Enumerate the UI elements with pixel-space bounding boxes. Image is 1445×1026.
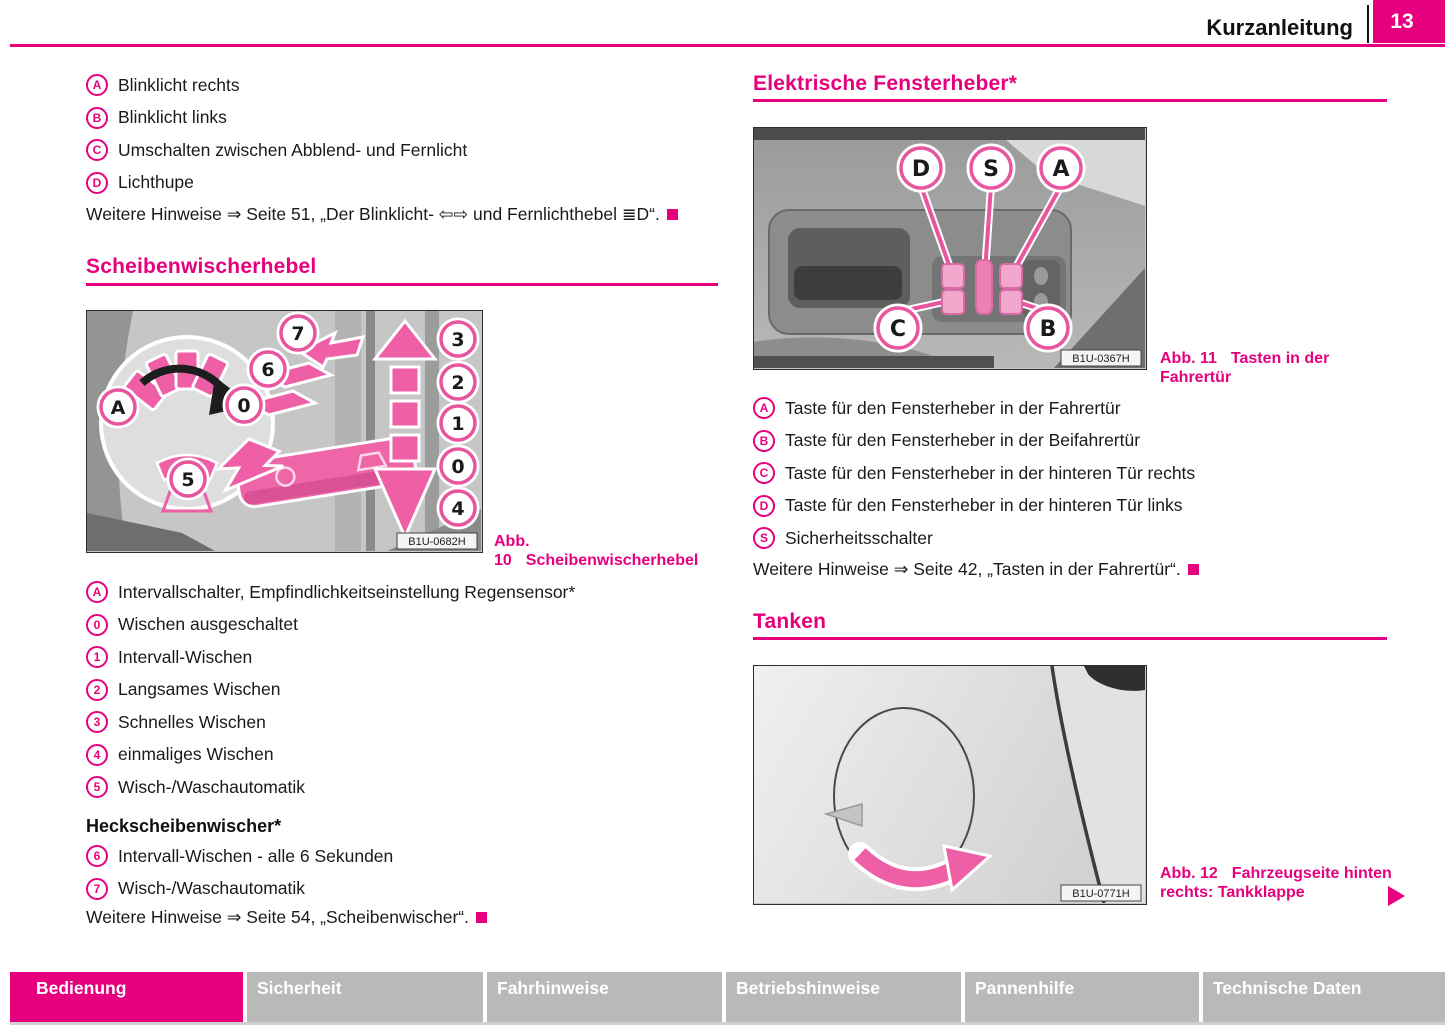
svg-text:6: 6 [261,359,275,381]
item-text: Intervallschalter, Empfindlichkeitseinstellung Regensensor* [118,581,576,602]
item-marker: A [753,397,775,419]
svg-text:C: C [889,317,907,342]
item-text: Taste für den Fensterheber in der Fahrertür [785,397,1121,418]
section-end-icon [476,912,487,923]
list-item [753,392,1393,425]
item-text: Taste für den Fensterheber in der Beifahrertür [785,430,1141,451]
section-end-icon [667,209,678,220]
figure-caption-text: Scheibenwischerhebel [525,552,699,569]
item-text: Intervall-Wischen [118,646,253,667]
svg-text:1: 1 [451,413,465,435]
figure-fuel-flap [753,665,1147,905]
list-item [753,490,1393,523]
page-continues-icon [1388,886,1405,906]
figure-caption-line1: Fahrzeugseite hinten [1231,865,1392,882]
figure-code [1061,885,1141,901]
item-marker: 5 [86,776,108,798]
section-heading-wiper: Scheibenwischerhebel [86,255,317,278]
svg-text:S: S [983,157,999,182]
svg-text:0: 0 [451,456,465,478]
door-buttons-illustration [754,128,1145,368]
blinker-note [86,204,678,225]
item-marker: 6 [86,845,108,867]
item-marker: 1 [86,646,108,668]
item-text: Schnelles Wischen [118,711,266,732]
svg-text:D: D [911,157,931,182]
list-item [86,739,718,772]
svg-text:B1U-0771H: B1U-0771H [1072,888,1130,900]
page-number: 13 [1390,9,1414,33]
page-number-box [1373,0,1445,43]
windows-note [753,559,1199,580]
item-text: Lichthupe [118,172,194,193]
figure-number: Abb. 11 [1160,350,1217,367]
list-item [753,425,1393,458]
figure-wiper-lever [86,310,483,553]
rear-wiper-heading: Heckscheibenwischer* [86,816,282,836]
item-marker: B [86,107,108,129]
heading-rule [753,637,1387,640]
footer-tab-pannenhilfe: Pannenhilfe [965,972,1199,1022]
svg-text:A: A [1052,157,1070,182]
item-marker: D [86,172,108,194]
wiper-note [86,907,487,928]
list-item [86,609,718,642]
window-buttons [942,260,1022,314]
svg-text:B1U-0367H: B1U-0367H [1072,353,1130,365]
svg-text:7: 7 [291,323,305,345]
header-rule [10,44,1445,47]
item-marker: 0 [86,614,108,636]
list-item [86,134,718,167]
item-marker: D [753,495,775,517]
note-text: Weitere Hinweise ⇒ Seite 51, „Der Blinklicht- ⇦⇨ und Fernlichthebel ≣D“. [86,204,660,224]
svg-text:0: 0 [237,395,251,417]
header-divider [1367,5,1369,43]
item-text: Wisch-/Waschautomatik [118,776,306,797]
footer-tab-technische-daten: Technische Daten [1203,972,1445,1022]
item-marker: 3 [86,711,108,733]
item-text: Wischen ausgeschaltet [118,614,298,635]
item-marker: C [753,462,775,484]
page-title: Kurzanleitung [1206,15,1353,40]
list-item [86,641,718,674]
list-item [86,873,718,906]
figure-number: Abb. 10 [494,533,530,569]
svg-text:A: A [110,397,126,419]
item-marker: 4 [86,744,108,766]
footer-tab-bedienung: Bedienung [10,972,243,1022]
figure-caption [1160,864,1400,902]
wiper-list [86,576,718,804]
figure-number: Abb. 12 [1160,865,1218,882]
svg-text:B1U-0682H: B1U-0682H [408,536,466,548]
list-item [86,167,718,200]
item-text: Blinklicht links [118,107,227,128]
list-item [86,102,718,135]
list-item [86,674,718,707]
item-marker: B [753,430,775,452]
fuel-flap-illustration [754,666,1145,903]
figure-code [397,533,477,549]
item-text: Sicherheitsschalter [785,527,933,548]
section-end-icon [1188,564,1199,575]
figure-caption-text: Tasten in der Fahrertür [1160,350,1330,386]
item-text: Intervall-Wischen - alle 6 Sekunden [118,845,394,866]
section-heading-windows: Elektrische Fensterheber* [753,72,1018,95]
footer-tab-fahrhinweise: Fahrhinweise [487,972,722,1022]
item-marker: A [86,581,108,603]
item-marker: S [753,527,775,549]
blinker-list [86,69,718,199]
item-text: einmaliges Wischen [118,744,274,765]
footer-tab-betriebshinweise: Betriebshinweise [726,972,961,1022]
window-buttons-list [753,392,1393,555]
item-marker: 2 [86,679,108,701]
svg-text:5: 5 [181,469,195,491]
list-item [753,522,1393,555]
figure-caption [1160,349,1400,387]
item-text: Taste für den Fensterheber in der hinteren Tür links [785,495,1183,516]
item-text: Wisch-/Waschautomatik [118,878,306,899]
svg-text:4: 4 [451,498,465,520]
item-text: Blinklicht rechts [118,74,240,95]
list-item [86,69,718,102]
item-text: Umschalten zwischen Abblend- und Fernlicht [118,139,468,160]
svg-text:2: 2 [451,372,465,394]
item-text: Langsames Wischen [118,679,281,700]
wiper-lever-illustration [87,311,481,551]
footer-rule [10,1022,1445,1025]
heading-rule [86,283,718,286]
svg-text:B: B [1039,317,1057,342]
note-text: Weitere Hinweise ⇒ Seite 54, „Scheibenwischer“. [86,907,469,927]
heading-rule [753,99,1387,102]
list-item [753,457,1393,490]
svg-text:3: 3 [451,329,465,351]
rear-wiper-list [86,840,718,905]
item-marker: 7 [86,878,108,900]
list-item [86,840,718,873]
figure-door-buttons [753,127,1147,370]
list-item [86,771,718,804]
list-item [86,706,718,739]
note-text: Weitere Hinweise ⇒ Seite 42, „Tasten in der Fahrertür“. [753,559,1181,579]
item-marker: C [86,139,108,161]
item-marker: A [86,74,108,96]
figure-caption-line2: rechts: Tankklappe [1160,884,1305,901]
item-text: Taste für den Fensterheber in der hinteren Tür rechts [785,462,1196,483]
list-item [86,576,718,609]
footer-tab-sicherheit: Sicherheit [247,972,483,1022]
figure-code [1061,350,1141,366]
section-heading-fuel: Tanken [753,610,827,633]
figure-caption [494,532,720,570]
